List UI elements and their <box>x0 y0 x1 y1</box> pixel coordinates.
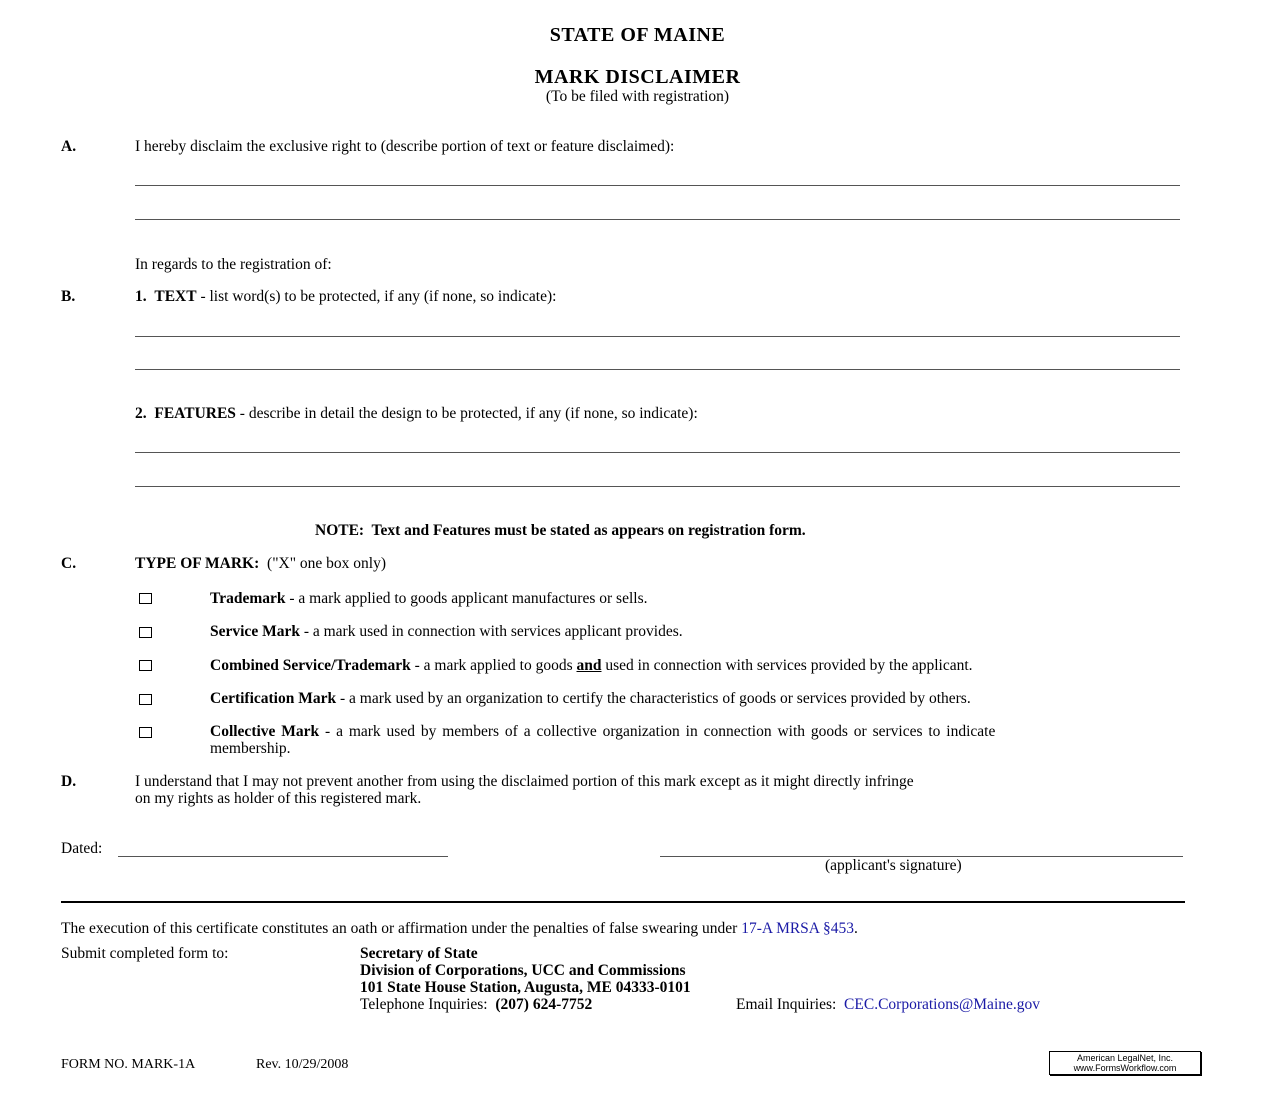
combined-mark-and: and <box>576 657 602 674</box>
text-item <box>135 288 556 306</box>
combined-mark-option <box>210 657 973 675</box>
email-inquiries <box>736 996 1040 1014</box>
service-mark-label: Service Mark <box>210 623 300 640</box>
disclaimed-line-1[interactable] <box>135 185 1180 186</box>
text-item-desc: - list word(s) to be protected, if any (if none, so indicate): <box>196 288 557 305</box>
form-number: FORM NO. MARK-1A <box>61 1057 196 1072</box>
certification-mark-checkbox[interactable] <box>139 694 152 705</box>
address-line-2: Division of Corporations, UCC and Commissions <box>360 962 686 979</box>
collective-mark-option <box>210 723 995 741</box>
combined-mark-checkbox[interactable] <box>139 660 152 671</box>
certification-mark-label: Certification Mark <box>210 690 337 707</box>
service-mark-option <box>210 623 683 641</box>
collective-mark-checkbox[interactable] <box>139 727 152 738</box>
combined-mark-label: Combined Service/Trademark <box>210 657 411 674</box>
text-line-2[interactable] <box>135 369 1180 370</box>
address-line-3: 101 State House Station, Augusta, ME 04333-0101 <box>360 979 691 996</box>
features-item <box>135 405 698 423</box>
collective-mark-label: Collective Mark <box>210 723 320 740</box>
trademark-option <box>210 590 647 608</box>
statute-link[interactable]: 17-A MRSA §453 <box>741 920 855 937</box>
features-item-label: FEATURES <box>154 405 236 422</box>
regards-text: In regards to the registration of: <box>135 256 332 273</box>
revision-date: Rev. 10/29/2008 <box>256 1057 349 1072</box>
trademark-desc: - a mark applied to goods applicant manufactures or sells. <box>285 590 648 607</box>
section-a-text: I hereby disclaim the exclusive right to (describe portion of text or feature disclaimed): <box>135 138 675 155</box>
features-line-1[interactable] <box>135 452 1180 453</box>
trademark-label: Trademark <box>210 590 286 607</box>
features-item-number: 2. <box>135 405 147 422</box>
mark-type-hint: ("X" one box only) <box>259 555 387 572</box>
phone-number: (207) 624-7752 <box>495 996 593 1013</box>
collective-mark-desc-line2: membership. <box>210 740 291 757</box>
dated-label: Dated: <box>61 840 103 857</box>
dated-line[interactable] <box>118 856 448 857</box>
oath-text: The execution of this certificate constitutes an oath or affirmation under the penalties of false swearing under <box>61 920 742 937</box>
text-item-number: 1. <box>135 288 147 305</box>
section-d-line-1: I understand that I may not prevent another from using the disclaimed portion of this mark except as it might directly infringe <box>135 773 914 790</box>
email-label: Email Inquiries: <box>736 996 845 1013</box>
service-mark-checkbox[interactable] <box>139 627 152 638</box>
form-title: MARK DISCLAIMER <box>534 66 741 88</box>
combined-mark-desc-post: used in connection with services provided by the applicant. <box>601 657 973 674</box>
combined-mark-desc-pre: - a mark applied to goods <box>410 657 577 674</box>
features-line-2[interactable] <box>135 486 1180 487</box>
badge-line-2: www.FormsWorkflow.com <box>1073 1063 1177 1073</box>
collective-mark-desc: - a mark used by members of a collective organization in connection with goods or services to indicate <box>319 723 996 740</box>
service-mark-desc: - a mark used in connection with services applicant provides. <box>299 623 683 640</box>
telephone-inquiries <box>360 996 592 1014</box>
submit-label: Submit completed form to: <box>61 945 229 962</box>
footer-divider <box>61 901 1185 903</box>
certification-mark-option <box>210 690 971 708</box>
section-c-letter: C. <box>61 555 77 572</box>
applicant-signature-label: (applicant's signature) <box>825 857 962 874</box>
badge-line-1: American LegalNet, Inc. <box>1076 1053 1174 1063</box>
section-d-line-2: on my rights as holder of this registered mark. <box>135 790 422 807</box>
oath-statement <box>61 920 858 938</box>
oath-end: . <box>854 920 858 937</box>
phone-label: Telephone Inquiries: <box>360 996 496 1013</box>
section-b-letter: B. <box>61 288 76 305</box>
disclaimed-line-2[interactable] <box>135 219 1180 220</box>
section-d-letter: D. <box>61 773 77 790</box>
features-item-desc: - describe in detail the design to be protected, if any (if none, so indicate): <box>235 405 698 422</box>
mark-type-label: TYPE OF MARK: <box>135 555 260 572</box>
americanlegalnet-badge[interactable] <box>1049 1051 1201 1075</box>
trademark-checkbox[interactable] <box>139 593 152 604</box>
mark-type-heading <box>135 555 386 573</box>
address-line-1: Secretary of State <box>360 945 478 962</box>
text-item-label: TEXT <box>154 288 197 305</box>
section-a-letter: A. <box>61 138 77 155</box>
note-text: NOTE: Text and Features must be stated as appears on registration form. <box>315 522 806 539</box>
state-heading: STATE OF MAINE <box>549 24 726 46</box>
certification-mark-desc: - a mark used by an organization to certify the characteristics of goods or services provided by others. <box>336 690 971 707</box>
email-link[interactable]: CEC.Corporations@Maine.gov <box>844 996 1040 1013</box>
form-subtitle: (To be filed with registration) <box>545 88 730 105</box>
text-line-1[interactable] <box>135 336 1180 337</box>
